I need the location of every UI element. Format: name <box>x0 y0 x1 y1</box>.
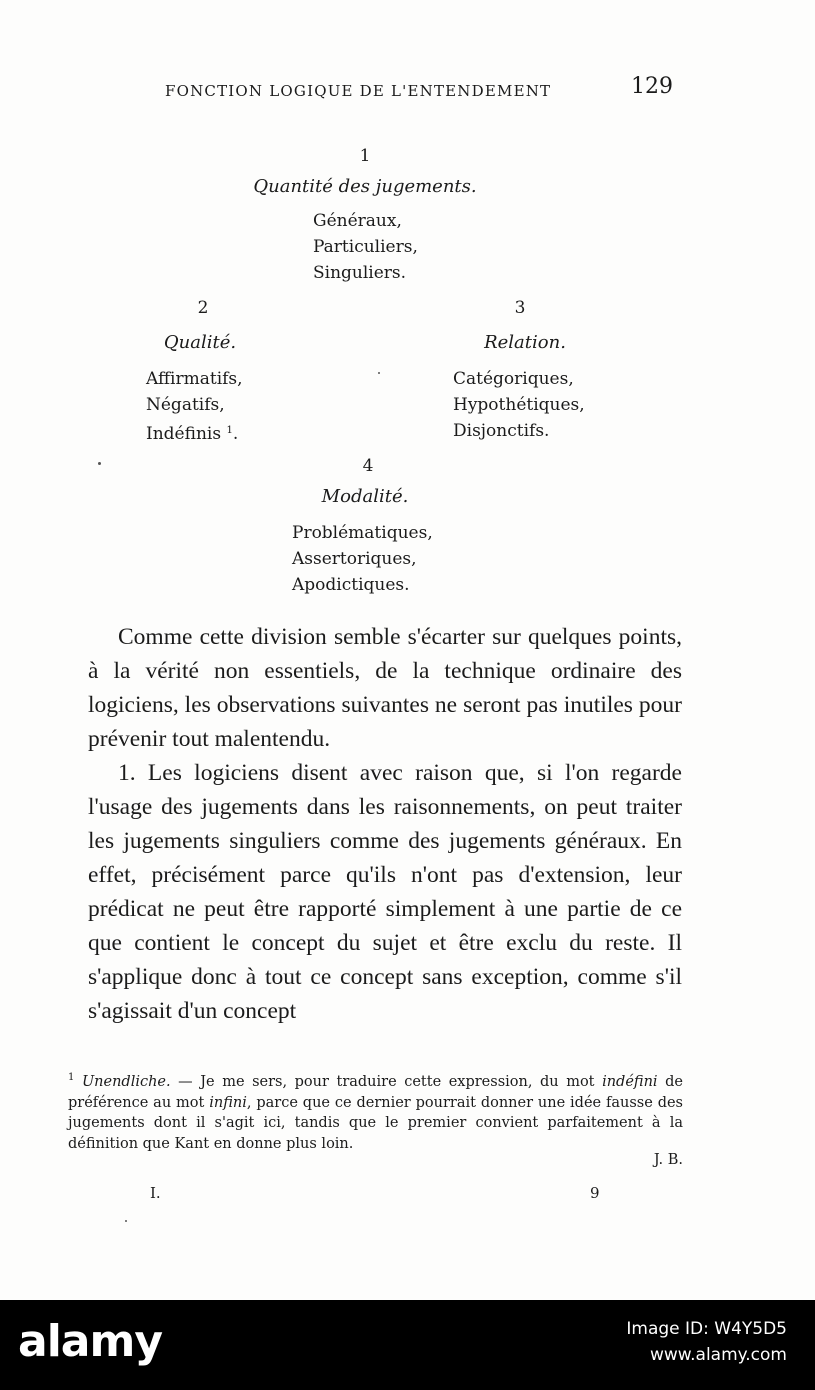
category-item: Assertoriques, <box>292 549 417 569</box>
category-item <box>146 418 243 447</box>
scan-speck <box>98 462 101 465</box>
category-number-modality: 4 <box>362 456 374 476</box>
category-title-quality: Qualité. <box>163 332 237 353</box>
category-item: Hypothétiques, <box>453 395 585 415</box>
category-title-quantity: Quantité des jugements. <box>253 176 477 197</box>
category-item-period: . <box>232 424 239 444</box>
footnote-term: Unendliche. <box>81 1074 171 1090</box>
footnote-text: — Je me sers, pour traduire cette expression, du mot <box>170 1074 603 1090</box>
site-url: www.alamy.com <box>649 1345 787 1365</box>
category-items-quantity <box>313 208 418 286</box>
category-item: Affirmatifs, <box>146 369 243 389</box>
footnote-signature: J. B. <box>653 1152 683 1168</box>
category-number-quantity: 1 <box>359 146 371 166</box>
category-item-text: Indéfinis <box>146 424 222 444</box>
category-item: Catégoriques, <box>453 369 574 389</box>
sheet-mark: 9 <box>590 1184 600 1202</box>
category-items-quality <box>146 366 243 447</box>
scan-speck <box>125 1220 127 1222</box>
category-item: Problématiques, <box>292 523 433 543</box>
category-item: Disjonctifs. <box>453 421 550 441</box>
page-number: 129 <box>631 74 673 99</box>
category-item: Apodictiques. <box>292 575 410 595</box>
alamy-logo: alamy <box>18 1316 162 1367</box>
scan-speck <box>378 372 380 374</box>
category-title-modality: Modalité. <box>321 486 409 507</box>
paragraph: 1. Les logiciens disent avec raison que, si l'on regarde l'usage des jugements dans les raisonnements, on peut traiter les jugements singuliers comme des jugements généraux. En effet, précisément parce qu'ils n'ont pas d'extension, leur prédicat ne peut être rapporté simplement à une partie de ce que contient le concept du sujet et être exclu du reste. Il s'applique donc à tout ce concept sans exception, comme s'il s'agissait d'un concept <box>88 760 682 1024</box>
footnote-marker: 1 <box>68 1072 75 1083</box>
footnote-term: infini <box>209 1094 247 1111</box>
category-item: Négatifs, <box>146 395 225 415</box>
category-item: Particuliers, <box>313 237 418 257</box>
category-title-relation: Relation. <box>484 332 566 353</box>
footnote <box>68 1068 683 1168</box>
volume-mark: I. <box>150 1184 161 1202</box>
footnote-text: , parce que ce dernier pourrait donner une idée fausse des jugements dont il s'agit ici, tandis que le premier convient parfaitement à la définition que Kant en donne plus loin. <box>68 1094 683 1152</box>
category-item: Singuliers. <box>313 263 407 283</box>
body-text <box>88 620 682 1028</box>
footnote-reference: 1 <box>226 425 233 436</box>
category-items-relation <box>453 366 585 444</box>
image-id-block <box>626 1316 787 1368</box>
image-id: Image ID: W4Y5D5 <box>626 1319 787 1339</box>
category-item: Généraux, <box>313 211 402 231</box>
category-number-relation: 3 <box>514 298 526 318</box>
footnote-term: indéfini <box>602 1074 658 1090</box>
category-items-modality <box>292 520 433 598</box>
paragraph: Comme cette division semble s'écarter sur quelques points, à la vérité non essentiels, de la technique ordinaire des logiciens, les observations suivantes ne seront pas inutiles pour prévenir tout malentendu. <box>88 624 682 752</box>
category-number-quality: 2 <box>197 298 209 318</box>
footnote-text: de préférence au mot <box>68 1074 683 1111</box>
running-title: FONCTION LOGIQUE DE L'ENTENDEMENT <box>165 82 552 100</box>
